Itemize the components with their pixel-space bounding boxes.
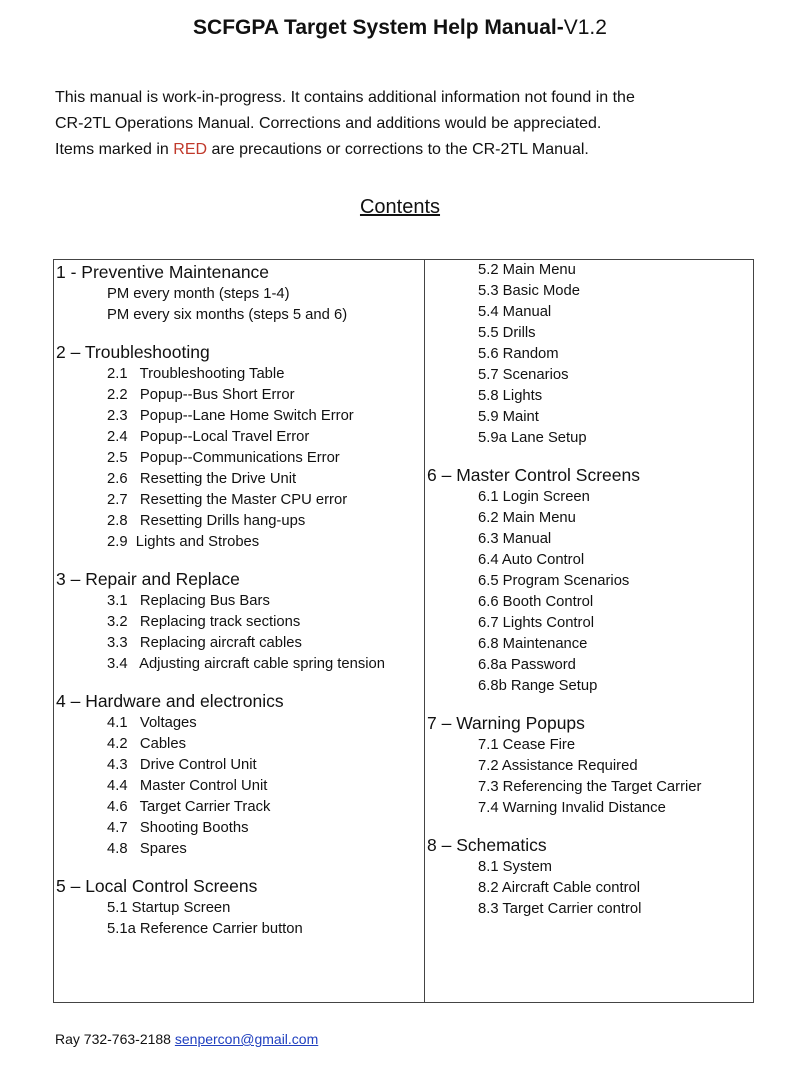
toc-item: 2.5 Popup--Communications Error (107, 450, 340, 466)
contents-heading: Contents (359, 196, 441, 218)
toc-item: 7.1 Cease Fire (478, 737, 576, 753)
toc-item: 4.6 Target Carrier Track (107, 799, 271, 815)
toc-item: PM every month (steps 1-4) (107, 286, 290, 302)
toc-item: 6.6 Booth Control (478, 594, 594, 610)
toc-item: 6.7 Lights Control (478, 615, 594, 631)
toc-item: 5.4 Manual (478, 304, 552, 320)
footer-contact (55, 1031, 318, 1047)
toc-item: 2.8 Resetting Drills hang-ups (107, 513, 306, 529)
toc-item: 8.2 Aircraft Cable control (478, 880, 641, 896)
toc-item: 6.2 Main Menu (478, 510, 576, 526)
toc-section-heading: 8 – Schematics (427, 835, 547, 855)
toc-item: 6.8a Password (478, 657, 576, 673)
toc-item: 4.1 Voltages (107, 715, 197, 731)
toc-item: 5.8 Lights (478, 388, 543, 404)
toc-section-heading: 3 – Repair and Replace (56, 569, 240, 589)
toc-item: 5.9 Maint (478, 409, 539, 425)
toc-right-column (427, 260, 752, 920)
toc-item: 5.3 Basic Mode (478, 283, 580, 299)
toc-item: 7.3 Referencing the Target Carrier (478, 779, 702, 795)
intro-line-1: This manual is work-in-progress. It contains additional information not found in the (55, 89, 635, 106)
toc-item: 6.4 Auto Control (478, 552, 585, 568)
toc-item: 4.3 Drive Control Unit (107, 757, 257, 773)
email-link[interactable]: senpercon@gmail.com (174, 1031, 319, 1047)
toc-item: 2.1 Troubleshooting Table (107, 366, 285, 382)
intro-line-3 (55, 137, 775, 163)
toc-section-heading: 4 – Hardware and electronics (56, 691, 284, 711)
toc-item: 6.8 Maintenance (478, 636, 588, 652)
intro-line-3-post: are precautions or corrections to the CR-2TL Manual. (207, 141, 589, 158)
toc-item: 2.9 Lights and Strobes (107, 534, 260, 550)
intro-line-3-pre: Items marked in (55, 141, 174, 158)
toc-item: 2.3 Popup--Lane Home Switch Error (107, 408, 354, 424)
toc-item: PM every six months (steps 5 and 6) (107, 307, 348, 323)
toc-item: 6.5 Program Scenarios (478, 573, 630, 589)
toc-item: 4.2 Cables (107, 736, 186, 752)
toc-item: 6.8b Range Setup (478, 678, 598, 694)
toc-section-heading: 5 – Local Control Screens (56, 876, 258, 896)
toc-item: 8.3 Target Carrier control (478, 901, 642, 917)
toc-item: 3.3 Replacing aircraft cables (107, 635, 302, 651)
title-version: V1.2 (563, 16, 607, 39)
toc-section-heading: 7 – Warning Popups (427, 713, 585, 733)
footer-phone: Ray 732-763-2188 (55, 1031, 175, 1047)
intro-line-2: CR-2TL Operations Manual. Corrections and additions would be appreciated. (55, 115, 602, 132)
toc-item: 4.8 Spares (107, 841, 187, 857)
toc-item: 2.6 Resetting the Drive Unit (107, 471, 297, 487)
toc-item: 2.7 Resetting the Master CPU error (107, 492, 348, 508)
intro-red-word: RED (173, 141, 208, 158)
toc-item: 7.2 Assistance Required (478, 758, 638, 774)
toc-item: 7.4 Warning Invalid Distance (478, 800, 666, 816)
intro-paragraph (55, 85, 775, 163)
toc-item: 5.2 Main Menu (478, 262, 576, 278)
toc-item: 5.5 Drills (478, 325, 536, 341)
toc-item: 6.1 Login Screen (478, 489, 590, 505)
table-of-contents (53, 259, 754, 1003)
toc-item: 4.7 Shooting Booths (107, 820, 249, 836)
title-main: SCFGPA Target System Help Manual- (193, 16, 564, 39)
toc-item: 5.9a Lane Setup (478, 430, 587, 446)
page-title (0, 16, 800, 40)
toc-item: 2.2 Popup--Bus Short Error (107, 387, 295, 403)
toc-item: 3.1 Replacing Bus Bars (107, 593, 270, 609)
toc-section-heading: 6 – Master Control Screens (427, 465, 641, 485)
toc-item: 3.4 Adjusting aircraft cable spring tension (107, 656, 386, 672)
toc-item: 2.4 Popup--Local Travel Error (107, 429, 310, 445)
toc-section-heading: 2 – Troubleshooting (56, 342, 210, 362)
toc-item: 8.1 System (478, 859, 553, 875)
toc-section-heading: 1 - Preventive Maintenance (56, 262, 270, 282)
toc-column-divider (424, 260, 425, 1002)
toc-item: 5.6 Random (478, 346, 559, 362)
toc-item: 5.1a Reference Carrier button (107, 921, 303, 937)
toc-item: 6.3 Manual (478, 531, 552, 547)
toc-left-column (56, 260, 422, 940)
toc-item: 4.4 Master Control Unit (107, 778, 268, 794)
toc-item: 3.2 Replacing track sections (107, 614, 301, 630)
toc-item: 5.7 Scenarios (478, 367, 569, 383)
toc-item: 5.1 Startup Screen (107, 900, 231, 916)
